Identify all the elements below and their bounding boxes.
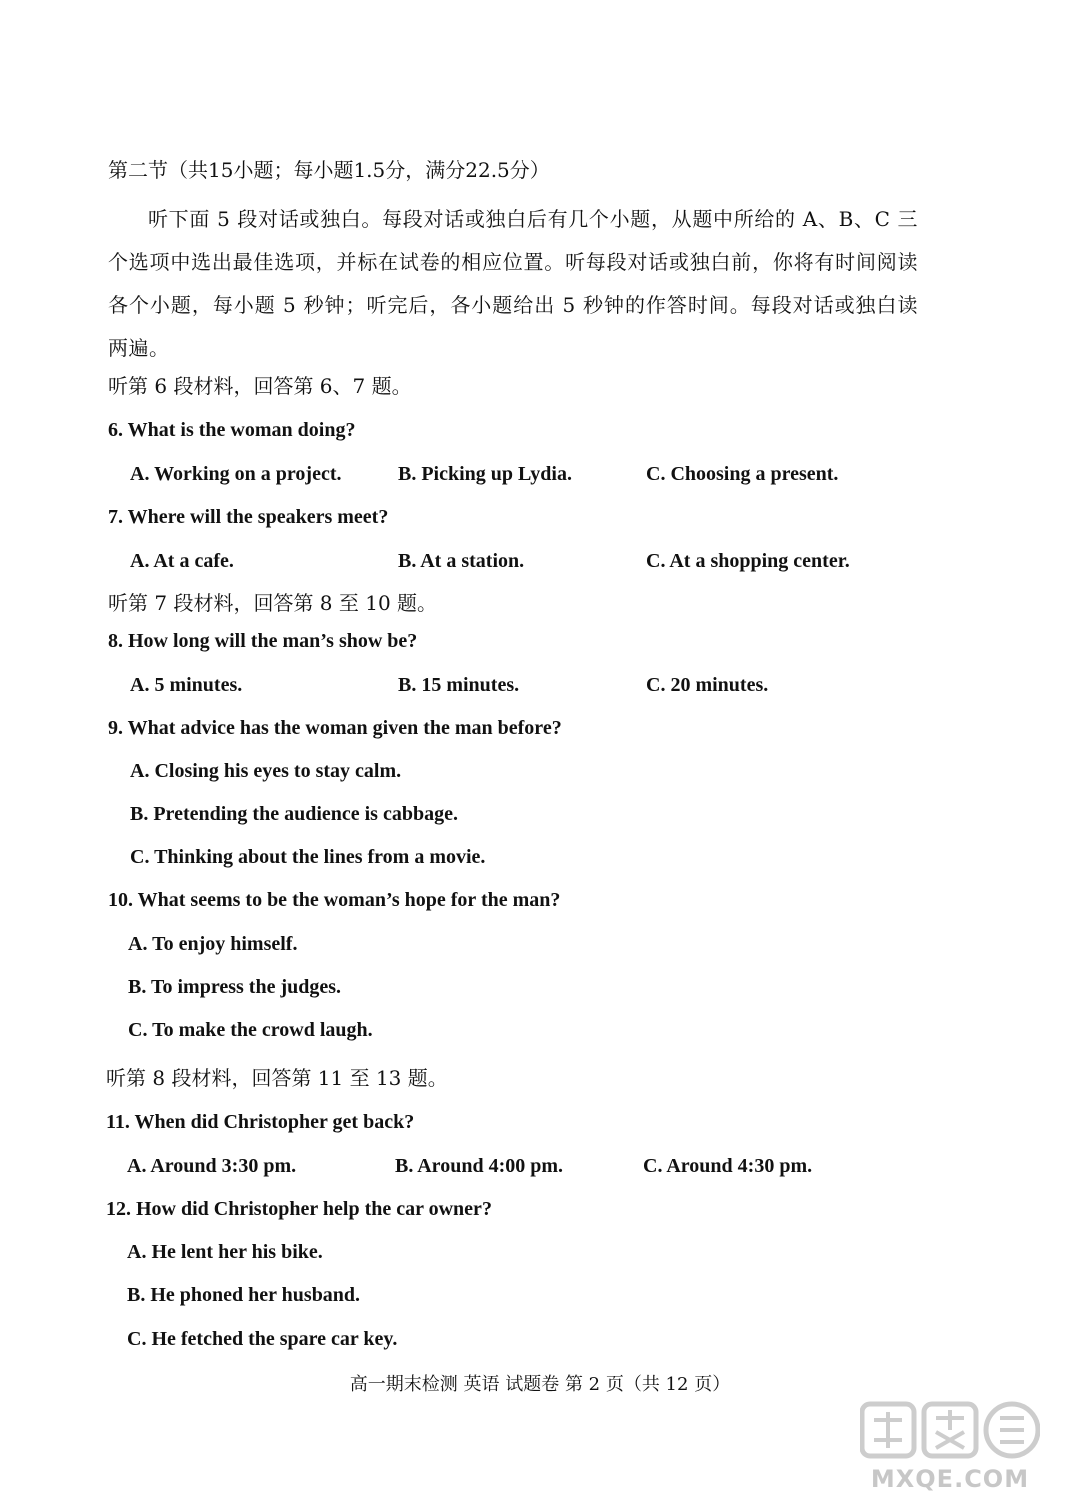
question-11-option-a: A. Around 3:30 pm. <box>127 1155 297 1177</box>
question-11: 11. When did Christopher get back? <box>106 1111 415 1133</box>
question-7-option-c: C. At a shopping center. <box>646 550 850 572</box>
question-12-option-c: C. He fetched the spare car key. <box>127 1328 398 1350</box>
answer-circle-logo-icon <box>860 1400 1040 1462</box>
question-10: 10. What seems to be the woman’s hope for the man? <box>108 889 561 911</box>
question-9-option-a: A. Closing his eyes to stay calm. <box>130 760 402 782</box>
question-6-option-a: A. Working on a project. <box>130 463 342 485</box>
segment-8-heading: 听第 8 段材料，回答第 11 至 13 题。 <box>106 1066 448 1090</box>
question-11-option-c: C. Around 4:30 pm. <box>643 1155 813 1177</box>
question-8-option-a: A. 5 minutes. <box>130 674 243 696</box>
question-6: 6. What is the woman doing? <box>108 419 356 441</box>
question-12-option-b: B. He phoned her husband. <box>127 1284 361 1306</box>
question-10-option-a: A. To enjoy himself. <box>128 933 298 955</box>
question-9-option-c: C. Thinking about the lines from a movie. <box>130 846 486 868</box>
question-10-option-b: B. To impress the judges. <box>128 976 342 998</box>
question-8: 8. How long will the man’s show be? <box>108 630 418 652</box>
question-11-option-b: B. Around 4:00 pm. <box>395 1155 564 1177</box>
question-7-option-a: A. At a cafe. <box>130 550 234 572</box>
question-8-option-c: C. 20 minutes. <box>646 674 769 696</box>
instructions-paragraph: 听下面 5 段对话或独白。每段对话或独白后有几个小题，从题中所给的 A、B、C 三个选项中选出最佳选项，并标在试卷的相应位置。听每段对话或独白前，你将有时间阅读各个小题，每小题 5 秒钟；听完后，各小题给出 5 秒钟的作答时间。每段对话或独白读两遍。 <box>108 207 918 360</box>
page-footer: 高一期末检测 英语 试题卷 第 2 页（共 12 页） <box>349 1374 731 1395</box>
segment-6-heading: 听第 6 段材料，回答第 6、7 题。 <box>108 374 412 398</box>
question-9: 9. What advice has the woman given the man before? <box>108 717 562 739</box>
question-9-option-b: B. Pretending the audience is cabbage. <box>130 803 458 825</box>
section-heading: 第二节（共15小题；每小题1.5分，满分22.5分） <box>108 158 550 182</box>
question-10-option-c: C. To make the crowd laugh. <box>128 1019 373 1041</box>
question-7-option-b: B. At a station. <box>398 550 525 572</box>
question-6-option-c: C. Choosing a present. <box>646 463 839 485</box>
watermark-logo <box>850 1400 1050 1495</box>
watermark-text: MXQE.COM <box>870 1465 1030 1493</box>
question-8-option-b: B. 15 minutes. <box>398 674 520 696</box>
question-7: 7. Where will the speakers meet? <box>108 506 389 528</box>
question-12-option-a: A. He lent her his bike. <box>127 1241 323 1263</box>
question-6-option-b: B. Picking up Lydia. <box>398 463 572 485</box>
segment-7-heading: 听第 7 段材料，回答第 8 至 10 题。 <box>108 591 438 615</box>
question-12: 12. How did Christopher help the car owner? <box>106 1198 492 1220</box>
